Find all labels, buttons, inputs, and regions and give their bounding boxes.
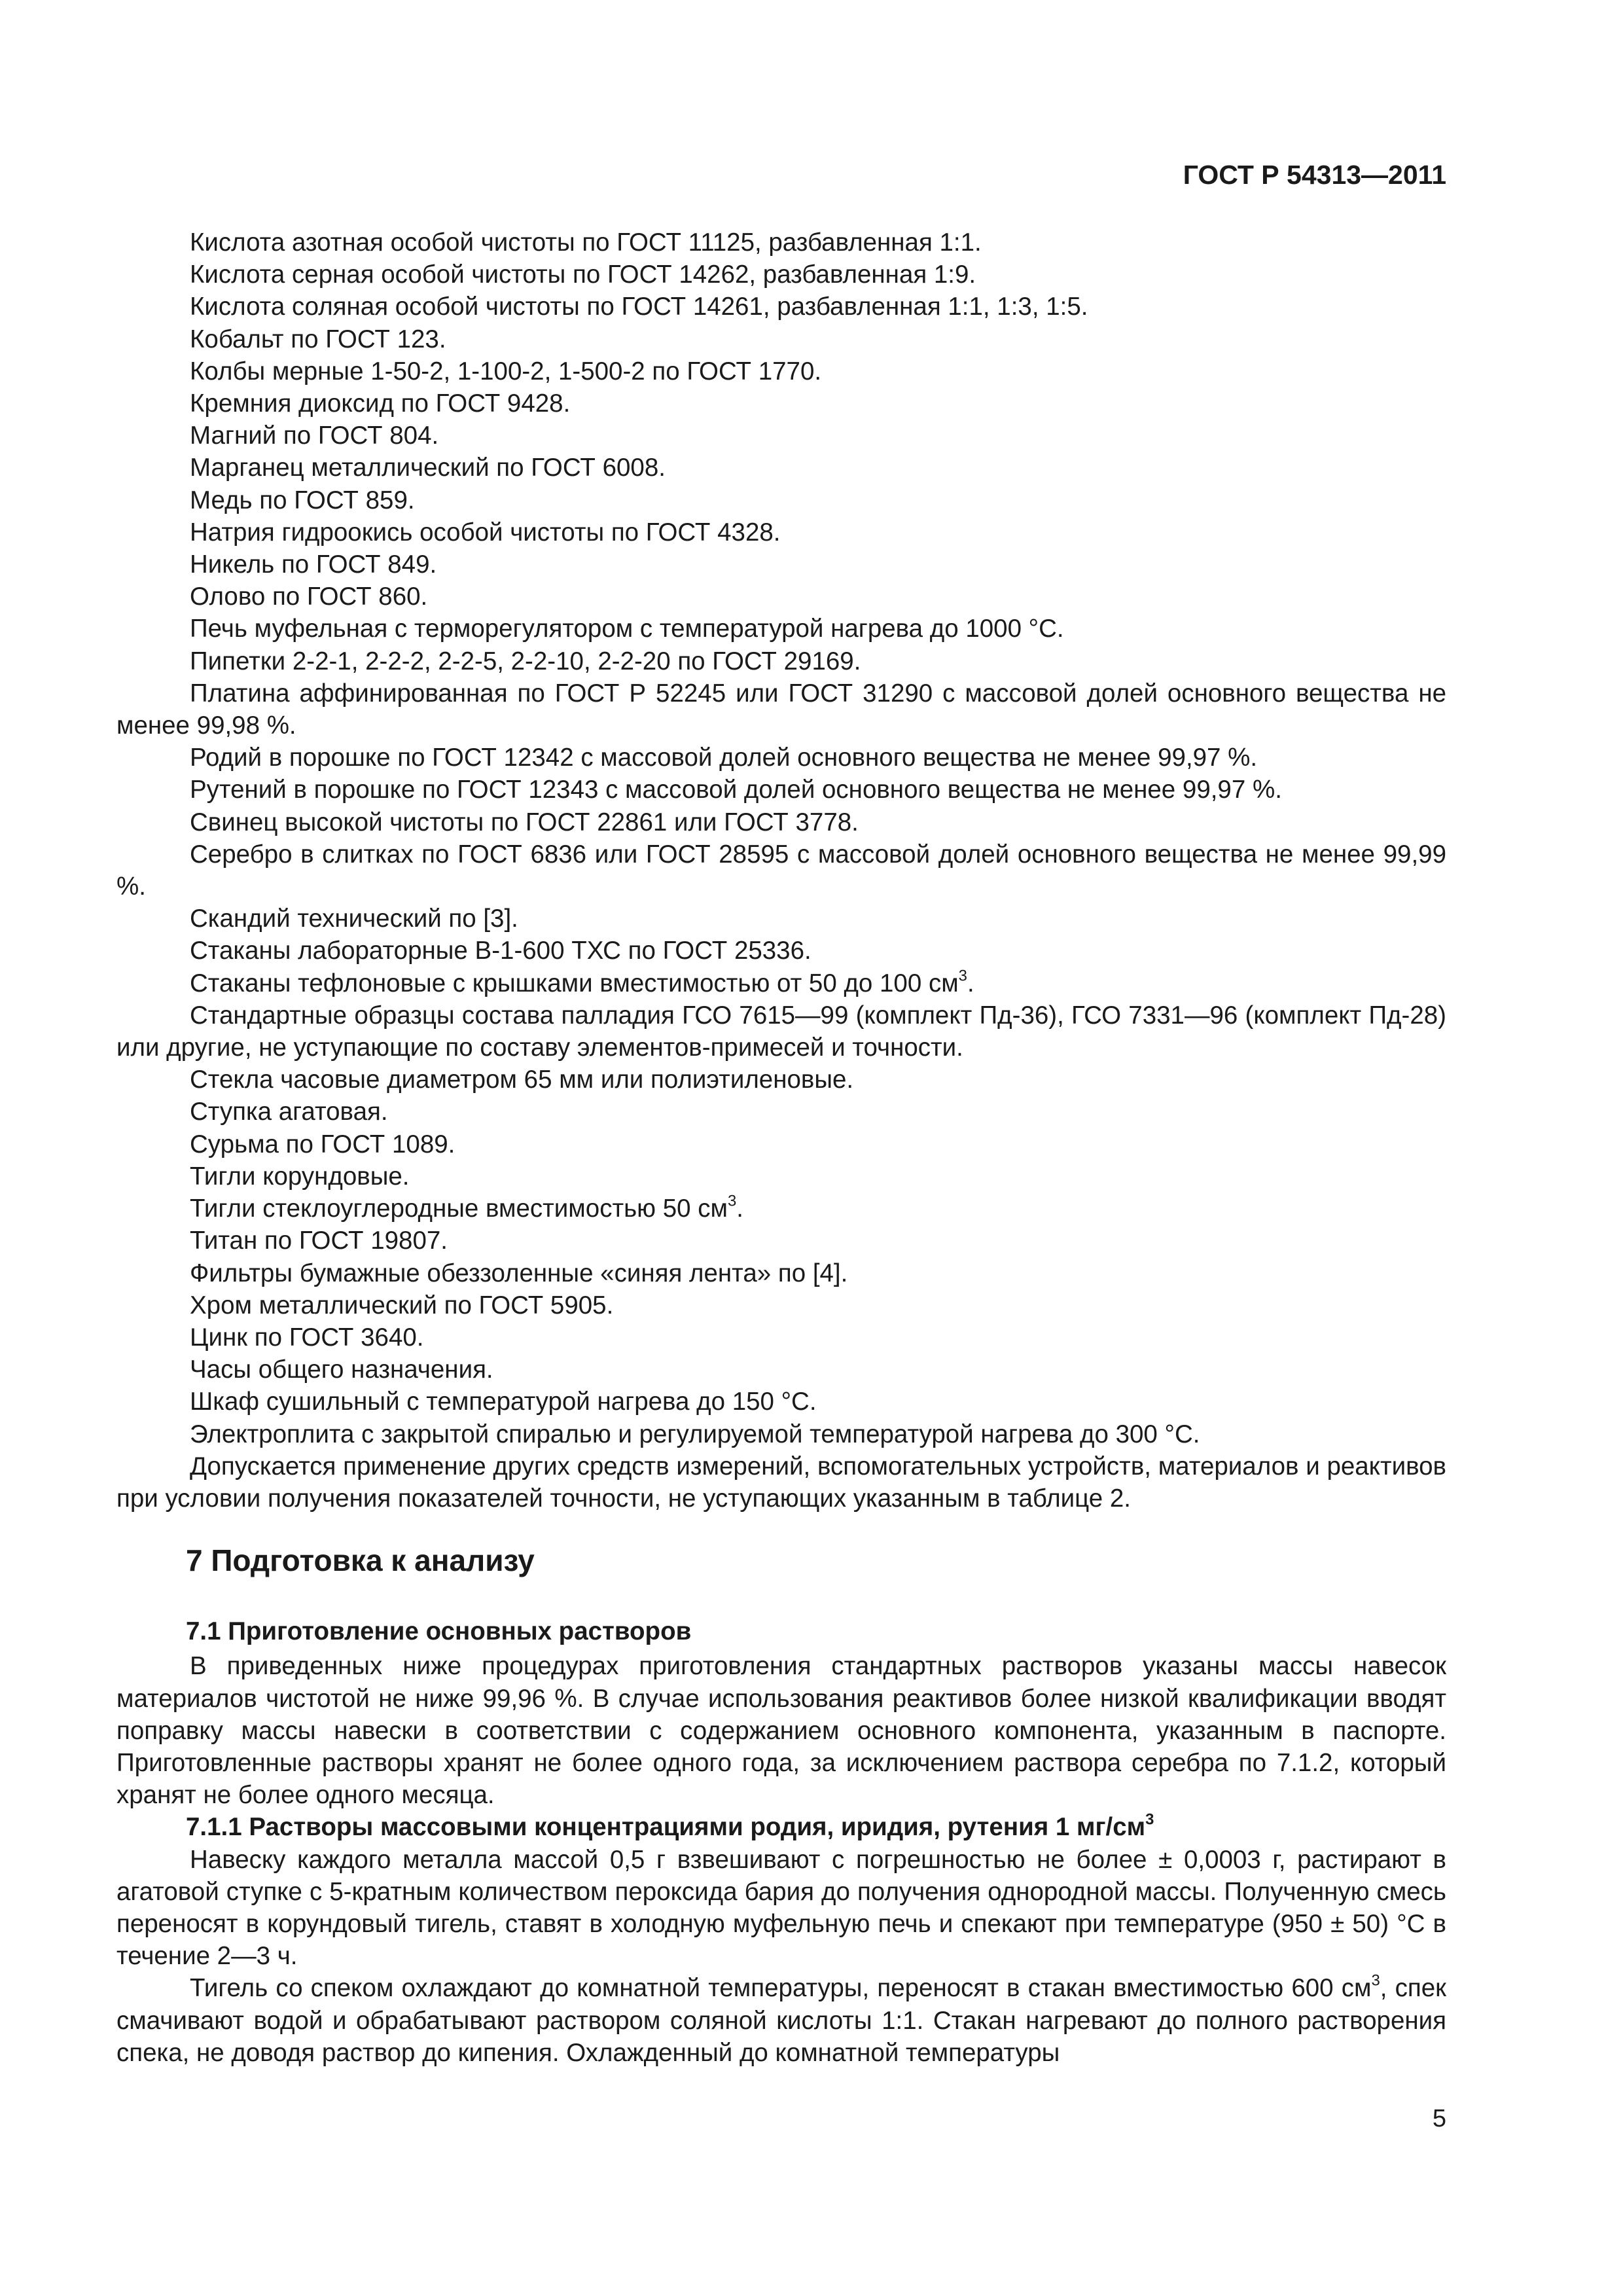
subsection-7-1-title: 7.1 Приготовление основных растворов (186, 1617, 692, 1646)
list-item-text: Никель по ГОСТ 849. (190, 550, 437, 579)
list-item (116, 1386, 1446, 1418)
list-item (116, 291, 1446, 323)
list-item-text: Платина аффинированная по ГОСТ Р 52245 или ГОСТ 31290 с массовой долей основного вещества не менее 99,98 %. (116, 679, 1446, 740)
list-item (116, 838, 1446, 903)
list-item (116, 742, 1446, 774)
superscript: 3 (958, 966, 967, 984)
list-item (116, 999, 1446, 1064)
superscript: 3 (727, 1192, 737, 1210)
list-item-text: Сурьма по ГОСТ 1089. (190, 1130, 455, 1158)
list-item (116, 645, 1446, 677)
list-item (116, 581, 1446, 613)
section-7-title: 7 Подготовка к анализу (186, 1543, 535, 1578)
list-item-text: Печь муфельная с терморегулятором с температурой нагрева до 1000 °С. (190, 615, 1064, 643)
list-item-text: Кислота азотная особой чистоты по ГОСТ 11125, разбавленная 1:1. (190, 228, 982, 257)
list-item (116, 1418, 1446, 1450)
list-item (116, 1064, 1446, 1096)
list-item-tail: . (736, 1194, 743, 1223)
list-item-text: Стекла часовые диаметром 65 мм или полиэтиленовые. (190, 1066, 854, 1094)
list-item (116, 259, 1446, 291)
list-item (116, 1160, 1446, 1193)
list-item (116, 903, 1446, 935)
list-item (116, 935, 1446, 967)
list-item-text: Серебро в слитках по ГОСТ 6836 или ГОСТ 28595 с массовой долей основного вещества не менее 99,99 %. (116, 840, 1446, 901)
list-item-text: Кремния диоксид по ГОСТ 9428. (190, 389, 571, 418)
list-item-text: Допускается применение других средств измерений, вспомогательных устройств, материалов и реактивов при условии получения показателей точности, не уступающих указанным в таблице 2. (116, 1452, 1446, 1513)
superscript: 3 (1371, 1971, 1380, 1990)
list-item-text: Олово по ГОСТ 860. (190, 583, 428, 611)
list-item-text: Цинк по ГОСТ 3640. (190, 1323, 424, 1352)
list-item-text: Хром металлический по ГОСТ 5905. (190, 1291, 614, 1319)
list-item-text: Кобальт по ГОСТ 123. (190, 325, 446, 353)
list-item (116, 323, 1446, 355)
list-item (116, 355, 1446, 387)
list-item-text: Кислота соляная особой чистоты по ГОСТ 14261, разбавленная 1:1, 1:3, 1:5. (190, 293, 1088, 321)
list-item-text: Фильтры бумажные обеззоленные «синяя лента» по [4]. (190, 1259, 848, 1287)
list-item (116, 806, 1446, 838)
list-item-text: Марганец металлический по ГОСТ 6008. (190, 454, 666, 482)
list-item-tail: . (967, 969, 974, 997)
list-item (116, 516, 1446, 548)
equipment-list (116, 226, 1446, 1515)
subsection-7-1-1-paragraph-2 (116, 1972, 1446, 2069)
list-item (116, 677, 1446, 742)
list-item (116, 226, 1446, 259)
list-item-text: Тигли корундовые. (190, 1162, 410, 1191)
list-item-text: Шкаф сушильный с температурой нагрева до 150 °С. (190, 1388, 817, 1416)
list-item (116, 1225, 1446, 1257)
list-item (116, 1096, 1446, 1128)
list-item (116, 1257, 1446, 1289)
list-item (116, 1193, 1446, 1225)
list-item-text: Магний по ГОСТ 804. (190, 422, 439, 450)
list-item (116, 1354, 1446, 1386)
list-item (116, 1321, 1446, 1354)
list-item-text: Свинец высокой чистоты по ГОСТ 22861 или ГОСТ 3778. (190, 808, 859, 836)
list-item (116, 420, 1446, 452)
subsection-7-1-1-title (116, 1811, 1446, 1843)
list-item (116, 484, 1446, 516)
list-item-text: Титан по ГОСТ 19807. (190, 1227, 448, 1255)
subsection-7-1-1-paragraph-1: Навеску каждого металла массой 0,5 г взвешивают с погрешностью не более ± 0,0003 г, растирают в агатовой ступке с 5-кратным количеством пероксида бария до получения однородной массы. Полученную смесь переносят в корундовый тигель, ставят в холодную муфельную печь и спекают при температуре (950 ± 50) °С в течение 2—3 ч. (116, 1845, 1446, 1971)
list-item (116, 1128, 1446, 1160)
list-item (116, 387, 1446, 420)
list-item-text: Родий в порошке по ГОСТ 12342 с массовой долей основного вещества не менее 99,97 %. (190, 744, 1258, 772)
list-item (116, 774, 1446, 806)
list-item-text: Скандий технический по [3]. (190, 905, 518, 933)
document-body (116, 226, 1446, 2069)
list-item-text: Пипетки 2-2-1, 2-2-2, 2-2-5, 2-2-10, 2-2-20 по ГОСТ 29169. (190, 647, 861, 675)
paragraph-text: , спек смачивают водой и обрабатывают раствором соляной кислоты 1:1. Стакан нагревают до полного растворения спека, не доводя раствор до кипения. Охлажденный до комнатной температуры (116, 1974, 1446, 2067)
paragraph-text: Тигель со спеком охлаждают до комнатной температуры, переносят в стакан вместимостью 600 см (190, 1974, 1372, 2003)
list-item-text: Стаканы тефлоновые с крышками вместимостью от 50 до 100 см (190, 969, 959, 997)
subsection-7-1-1-title-text: 7.1.1 Растворы массовыми концентрациями родия, иридия, рутения 1 мг/см (186, 1813, 1146, 1842)
document-header: ГОСТ Р 54313—2011 (1183, 160, 1446, 190)
list-item-text: Рутений в порошке по ГОСТ 12343 с массовой долей основного вещества не менее 99,97 %. (190, 776, 1282, 804)
list-item-text: Натрия гидроокись особой чистоты по ГОСТ 4328. (190, 518, 781, 547)
list-item (116, 967, 1446, 999)
page-number: 5 (1432, 2105, 1446, 2132)
list-item-text: Ступка агатовая. (190, 1098, 388, 1126)
list-item-text: Медь по ГОСТ 859. (190, 486, 415, 514)
subsection-7-1-paragraph: В приведенных ниже процедурах приготовления стандартных растворов указаны массы навесок материалов чистотой не ниже 99,96 %. В случае использования реактивов более низкой квалификации вводят поправку массы навески в соответствии с содержанием основного компонента, указанным в паспорте. Приготовленные растворы хранят не более одного года, за исключением раствора серебра по 7.1.2, который хранят не более одного месяца. (116, 1652, 1446, 1810)
list-item-text: Стандартные образцы состава палладия ГСО 7615—99 (комплект Пд-36), ГСО 7331—96 (комплект Пд-28) или другие, не уступающие по составу элементов-примесей и точности. (116, 1001, 1446, 1062)
list-item-text: Колбы мерные 1-50-2, 1-100-2, 1-500-2 по ГОСТ 1770. (190, 357, 822, 386)
list-item-text: Стаканы лабораторные В-1-600 ТХС по ГОСТ 25336. (190, 937, 812, 965)
list-item (116, 1450, 1446, 1515)
superscript: 3 (1145, 1810, 1154, 1829)
list-item-text: Тигли стеклоуглеродные вместимостью 50 см (190, 1194, 728, 1223)
list-item-text: Кислота серная особой чистоты по ГОСТ 14262, разбавленная 1:9. (190, 260, 976, 289)
list-item-text: Часы общего назначения. (190, 1355, 493, 1384)
list-item-text: Электроплита с закрытой спиралью и регулируемой температурой нагрева до 300 °С. (190, 1420, 1200, 1448)
list-item (116, 452, 1446, 484)
list-item (116, 548, 1446, 581)
list-item (116, 613, 1446, 645)
list-item (116, 1289, 1446, 1321)
